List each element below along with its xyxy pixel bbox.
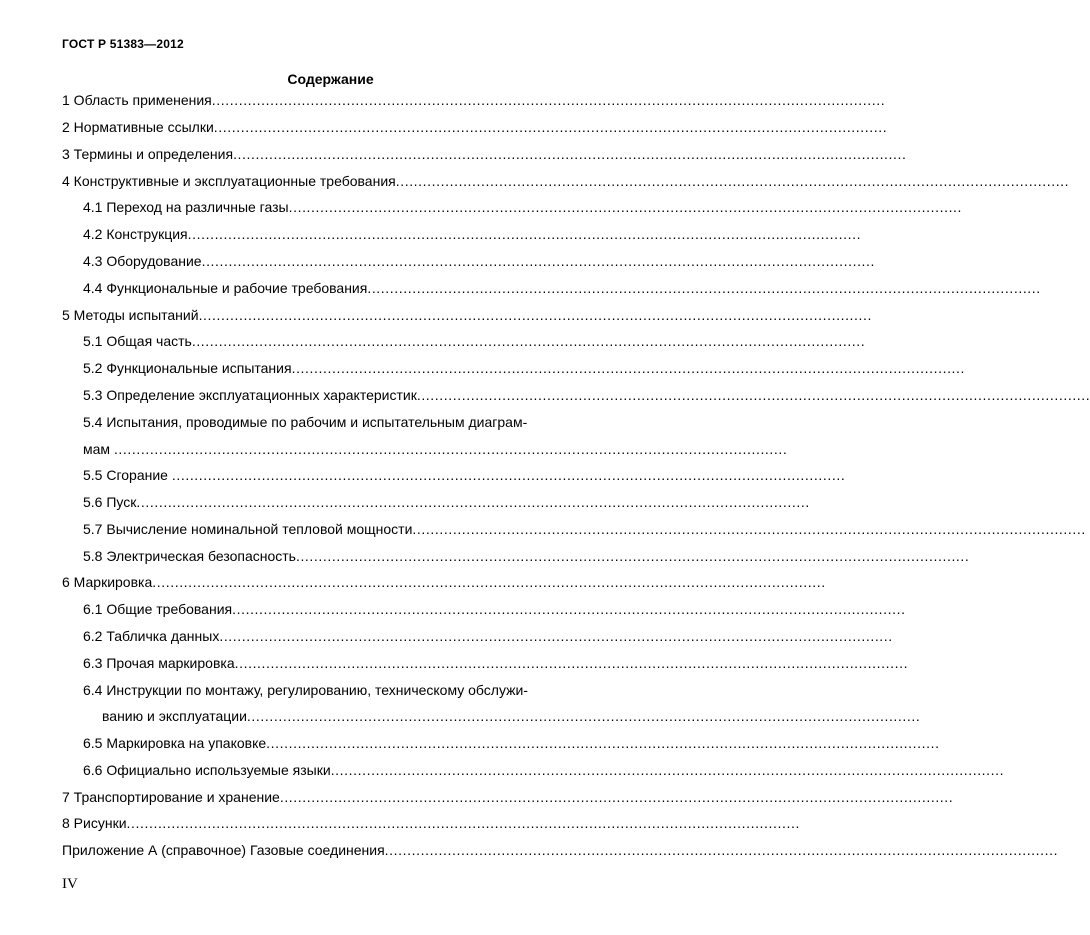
toc-title: Содержание xyxy=(287,71,374,87)
toc-entry-text: 4.1 Переход на различные газы xyxy=(83,199,289,215)
leader-dots: ...................................................................................................................................................... xyxy=(198,307,873,323)
toc-entry[interactable] xyxy=(83,654,909,672)
toc-entry-text: 5.7 Вычисление номинальной тепловой мощности xyxy=(83,521,413,537)
leader-dots: ...................................................................................................................................................... xyxy=(295,548,970,564)
toc-entry-text: 3 Термины и определения xyxy=(62,146,234,162)
toc-entry-text: 6.2 Табличка данных xyxy=(83,628,220,644)
leader-dots: ...................................................................................................................................................... xyxy=(201,253,876,269)
leader-dots: ...................................................................................................................................................... xyxy=(219,628,893,644)
toc-entry-text: 5.1 Общая часть xyxy=(83,333,192,349)
toc-entry-text: 6.4 Инструкции по монтажу, регулированию, техническому обслужи- xyxy=(83,682,528,698)
leader-dots: ...................................................................................................................................................... xyxy=(395,173,1070,189)
toc-entry[interactable] xyxy=(83,332,866,350)
toc-entry-text: 4.4 Функциональные и рабочие требования xyxy=(83,280,368,296)
toc-entry[interactable] xyxy=(62,841,1059,859)
toc-entry-continuation[interactable] xyxy=(83,440,788,458)
toc-entry-text: 6 Маркировка xyxy=(62,574,153,590)
toc-entry[interactable] xyxy=(83,386,1090,404)
toc-entry[interactable] xyxy=(83,520,1086,538)
toc-entry[interactable] xyxy=(83,252,876,270)
toc-entry-text: 6.5 Маркировка на упаковке xyxy=(83,735,267,751)
leader-dots: ...................................................................................................................................................... xyxy=(126,815,800,831)
toc-entry[interactable] xyxy=(83,225,862,243)
toc-entry[interactable] xyxy=(62,145,907,163)
toc-entry[interactable] xyxy=(83,600,906,618)
leader-dots: ...................................................................................................................................................... xyxy=(232,601,906,617)
toc-entry[interactable] xyxy=(83,734,940,752)
leader-dots: ...................................................................................................................................................... xyxy=(136,494,810,510)
toc-entry-text: ванию и эксплуатации xyxy=(102,708,247,724)
toc-entry-text: 1 Область применения xyxy=(62,92,212,108)
toc-entry-first-line[interactable] xyxy=(83,413,590,431)
toc-entry[interactable] xyxy=(83,198,963,216)
toc-entry-text: 4.3 Оборудование xyxy=(83,253,202,269)
toc-entry-text: 6.3 Прочая маркировка xyxy=(83,655,235,671)
leader-dots: ...................................................................................................................................................... xyxy=(187,226,862,242)
toc-entry[interactable] xyxy=(62,306,873,324)
leader-dots: ...................................................................................................................................................... xyxy=(367,280,1041,296)
leader-dots: ...................................................................................................................................................... xyxy=(266,735,940,751)
toc-entry[interactable] xyxy=(62,91,886,109)
toc-entry[interactable] xyxy=(83,359,966,377)
page-number: IV xyxy=(62,876,78,892)
leader-dots: ...................................................................................................................................................... xyxy=(279,789,954,805)
toc-entry-text: мам xyxy=(83,441,114,457)
leader-dots: ...................................................................................................................................................... xyxy=(412,521,1086,537)
toc-entry[interactable] xyxy=(83,279,1041,297)
toc-entry-first-line[interactable] xyxy=(83,681,590,699)
toc-entry-text: 7 Транспортирование и хранение xyxy=(62,789,280,805)
toc-entry-text: 4.2 Конструкция xyxy=(83,226,188,242)
leader-dots: ...................................................................................................................................................... xyxy=(288,199,963,215)
leader-dots: ...................................................................................................................................................... xyxy=(152,574,826,590)
toc-entry-text: 4 Конструктивные и эксплуатационные требования xyxy=(62,173,396,189)
toc-entry-text: 5 Методы испытаний xyxy=(62,307,199,323)
toc-entry-text: 5.5 Сгорание xyxy=(83,467,172,483)
toc-entry-text: 5.4 Испытания, проводимые по рабочим и испытательным диаграм- xyxy=(83,414,528,430)
toc-entry[interactable] xyxy=(62,814,800,832)
leader-dots: ...................................................................................................................................................... xyxy=(171,467,846,483)
leader-dots: ...................................................................................................................................................... xyxy=(113,441,788,457)
toc-entry-text: 5.2 Функциональные испытания xyxy=(83,360,292,376)
toc-entry[interactable] xyxy=(83,493,810,511)
leader-dots: ...................................................................................................................................................... xyxy=(233,146,907,162)
toc-entry[interactable] xyxy=(83,761,1005,779)
toc-entry-text: Приложение А (справочное) Газовые соединения xyxy=(62,842,385,858)
document-code: ГОСТ Р 51383—2012 xyxy=(62,37,184,51)
leader-dots: ...................................................................................................................................................... xyxy=(291,360,966,376)
toc-entry[interactable] xyxy=(83,466,846,484)
toc-entry-text: 2 Нормативные ссылки xyxy=(62,119,214,135)
toc-entry[interactable] xyxy=(83,547,970,565)
toc-entry[interactable] xyxy=(62,172,1070,190)
leader-dots: ...................................................................................................................................................... xyxy=(384,842,1059,858)
leader-dots: ...................................................................................................................................................... xyxy=(213,119,888,135)
toc-entry-text: 8 Рисунки xyxy=(62,815,127,831)
toc-entry-text: 5.8 Электрическая безопасность xyxy=(83,548,296,564)
leader-dots: ...................................................................................................................................................... xyxy=(246,708,921,724)
leader-dots: ...................................................................................................................................................... xyxy=(330,762,1005,778)
toc-entry-text: 6.6 Официально используемые языки xyxy=(83,762,331,778)
toc-entry[interactable] xyxy=(62,788,954,806)
leader-dots: ...................................................................................................................................................... xyxy=(191,333,866,349)
toc-entry[interactable] xyxy=(62,573,826,591)
toc-entry-text: 6.1 Общие требования xyxy=(83,601,233,617)
leader-dots: ...................................................................................................................................................... xyxy=(234,655,909,671)
leader-dots: ...................................................................................................................................................... xyxy=(211,92,886,108)
toc-entry[interactable] xyxy=(83,627,893,645)
leader-dots: ...................................................................................................................................................... xyxy=(416,387,1090,403)
toc-entry-text: 5.3 Определение эксплуатационных характеристик xyxy=(83,387,417,403)
toc-entry[interactable] xyxy=(62,118,888,136)
toc-entry-text: 5.6 Пуск xyxy=(83,494,137,510)
toc-entry-continuation[interactable] xyxy=(102,707,921,725)
